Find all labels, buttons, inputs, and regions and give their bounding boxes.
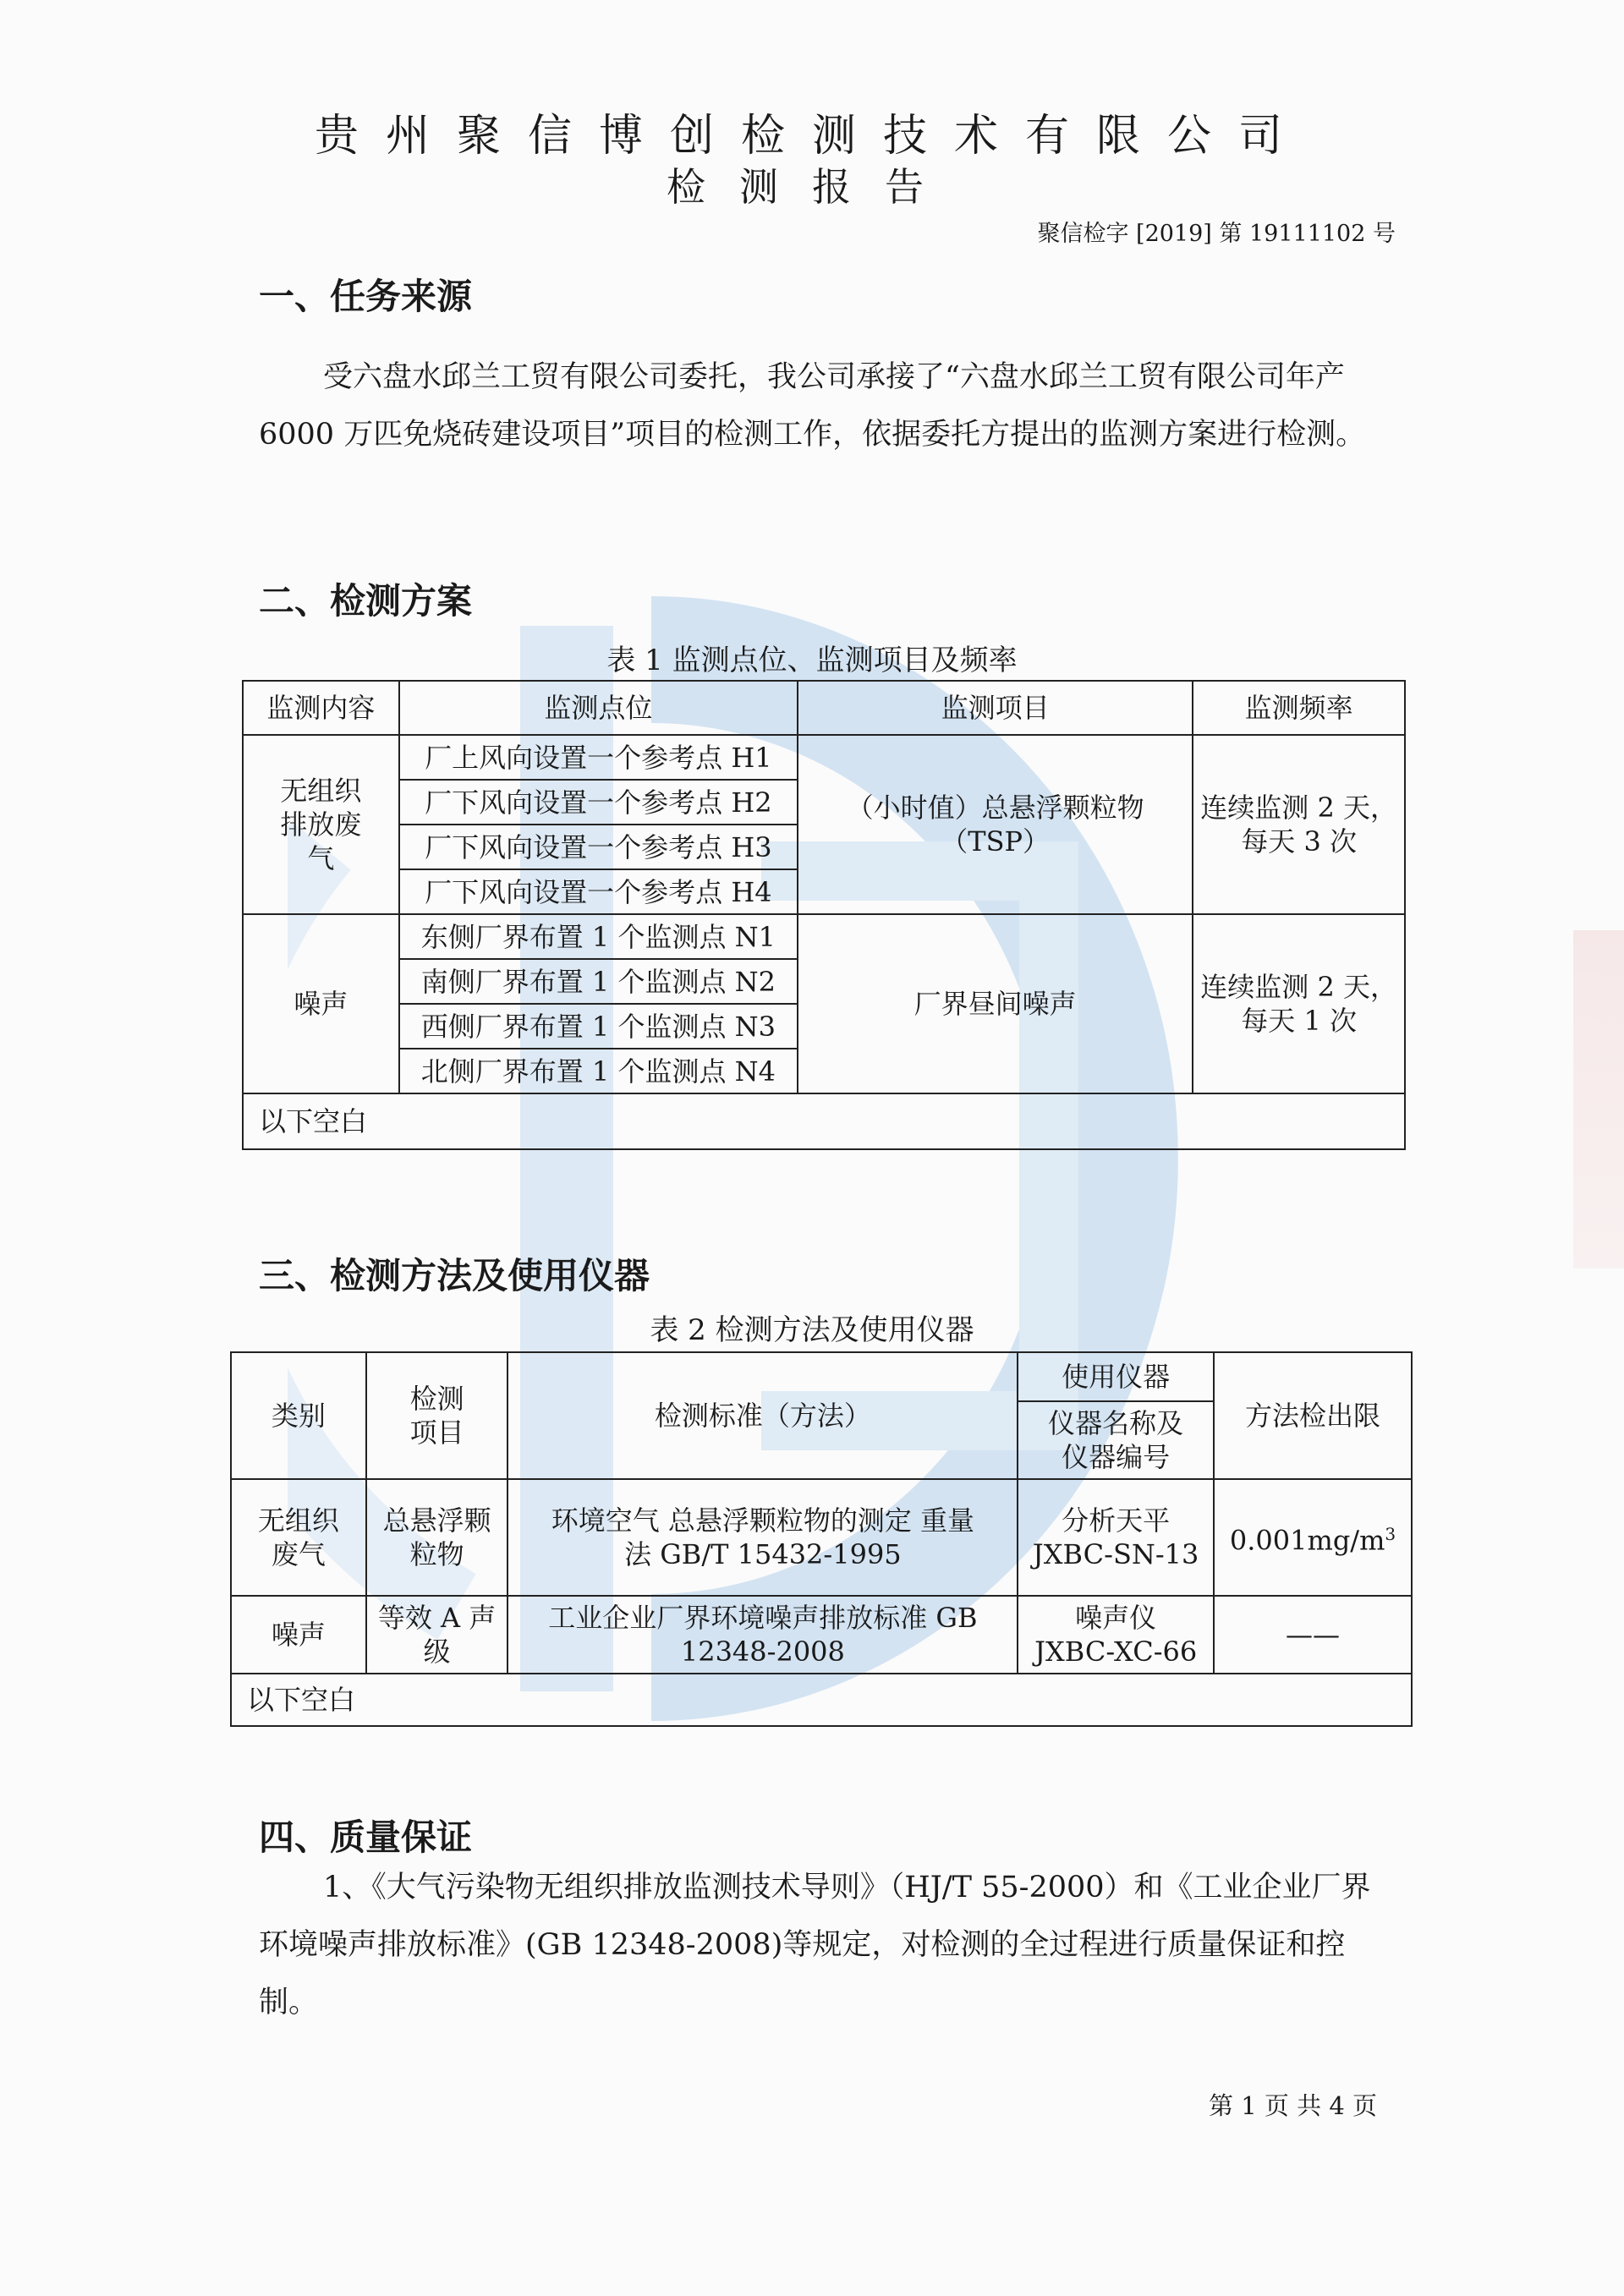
edge-stamp-mark — [1573, 930, 1624, 1269]
t2-cell-category: 噪声 — [231, 1596, 366, 1674]
section3-title: 三、检测方法及使用仪器 — [259, 1255, 650, 1296]
table1-monitoring-plan — [242, 680, 1406, 1150]
t2-footer: 以下空白 — [231, 1674, 1412, 1726]
t2-header-instrument-sub: 仪器名称及 仪器编号 — [1018, 1401, 1214, 1479]
t2-cell-category: 无组织 废气 — [231, 1479, 366, 1596]
t2-header-item: 检测 项目 — [366, 1352, 508, 1479]
t1-item-cell: 厂界昼间噪声 — [798, 914, 1193, 1093]
t2-header-instrument: 使用仪器 — [1018, 1352, 1214, 1401]
t1-content-cell: 无组织排放废气 — [243, 735, 399, 914]
t1-point-cell: 厂下风向设置一个参考点 H4 — [399, 869, 798, 914]
company-name: 贵州聚信博创检测技术有限公司 — [314, 111, 1309, 162]
section4-title: 四、质量保证 — [259, 1817, 473, 1858]
t1-freq-cell: 连续监测 2 天， 每天 1 次 — [1193, 914, 1405, 1093]
t1-header: 监测频率 — [1193, 681, 1405, 735]
t1-footer: 以下空白 — [243, 1093, 1405, 1149]
t1-point-cell: 东侧厂界布置 1 个监测点 N1 — [399, 914, 798, 959]
t2-cell-instrument: 噪声仪 JXBC-XC-66 — [1018, 1596, 1214, 1674]
t2-cell-limit: $0.001mg/m^3$ — [1214, 1479, 1412, 1596]
t1-point-cell: 西侧厂界布置 1 个监测点 N3 — [399, 1004, 798, 1049]
t2-cell-item: 总悬浮颗 粒物 — [366, 1479, 508, 1596]
t1-point-cell: 厂上风向设置一个参考点 H1 — [399, 735, 798, 780]
t1-header: 监测内容 — [243, 681, 399, 735]
section1-text: 受六盘水邱兰工贸有限公司委托，我公司承接了“六盘水邱兰工贸有限公司年产 6000 万匹免烧砖建设项目”项目的检测工作，依据委托方提出的监测方案进行检测。 — [259, 360, 1366, 452]
table1-caption: 表 1 监测点位、监测项目及频率 — [606, 644, 1018, 677]
t1-freq-cell: 连续监测 2 天， 每天 3 次 — [1193, 735, 1405, 914]
t2-cell-standard: 环境空气 总悬浮颗粒物的测定 重量 法 GB/T 15432-1995 — [508, 1479, 1018, 1596]
t2-cell-instrument: 分析天平 JXBC-SN-13 — [1018, 1479, 1214, 1596]
t1-item-cell: （小时值）总悬浮颗粒物 （TSP） — [798, 735, 1193, 914]
section1-title: 一、任务来源 — [259, 276, 473, 317]
t2-header-standard: 检测标准（方法） — [508, 1352, 1018, 1479]
t1-point-cell: 厂下风向设置一个参考点 H2 — [399, 780, 798, 825]
t1-point-cell: 南侧厂界布置 1 个监测点 N2 — [399, 959, 798, 1004]
report-title: 检测报告 — [667, 164, 957, 210]
t1-header: 监测项目 — [798, 681, 1193, 735]
page-number: 第 1 页 共 4 页 — [1209, 2091, 1377, 2120]
t2-header-category: 类别 — [231, 1352, 366, 1479]
t1-point-cell: 厂下风向设置一个参考点 H3 — [399, 825, 798, 869]
t2-cell-limit: —— — [1214, 1596, 1412, 1674]
section4-text: 1、《大气污染物无组织排放监测技术导则》（HJ/T 55-2000）和《工业企业厂界环境噪声排放标准》(GB 12348-2008)等规定，对检测的全过程进行质量保证和控制。 — [259, 1871, 1371, 2019]
t1-content-cell: 噪声 — [243, 914, 399, 1093]
t2-cell-item: 等效 A 声 级 — [366, 1596, 508, 1674]
t1-point-cell: 北侧厂界布置 1 个监测点 N4 — [399, 1049, 798, 1093]
t2-header-limit: 方法检出限 — [1214, 1352, 1412, 1479]
doc-number: 聚信检字 [2019] 第 19111102 号 — [1037, 221, 1396, 247]
t1-header: 监测点位 — [399, 681, 798, 735]
table2-methods-instruments — [230, 1351, 1413, 1727]
t2-cell-standard: 工业企业厂界环境噪声排放标准 GB 12348-2008 — [508, 1596, 1018, 1674]
table2-caption: 表 2 检测方法及使用仪器 — [650, 1313, 974, 1347]
section2-title: 二、检测方案 — [259, 580, 473, 622]
